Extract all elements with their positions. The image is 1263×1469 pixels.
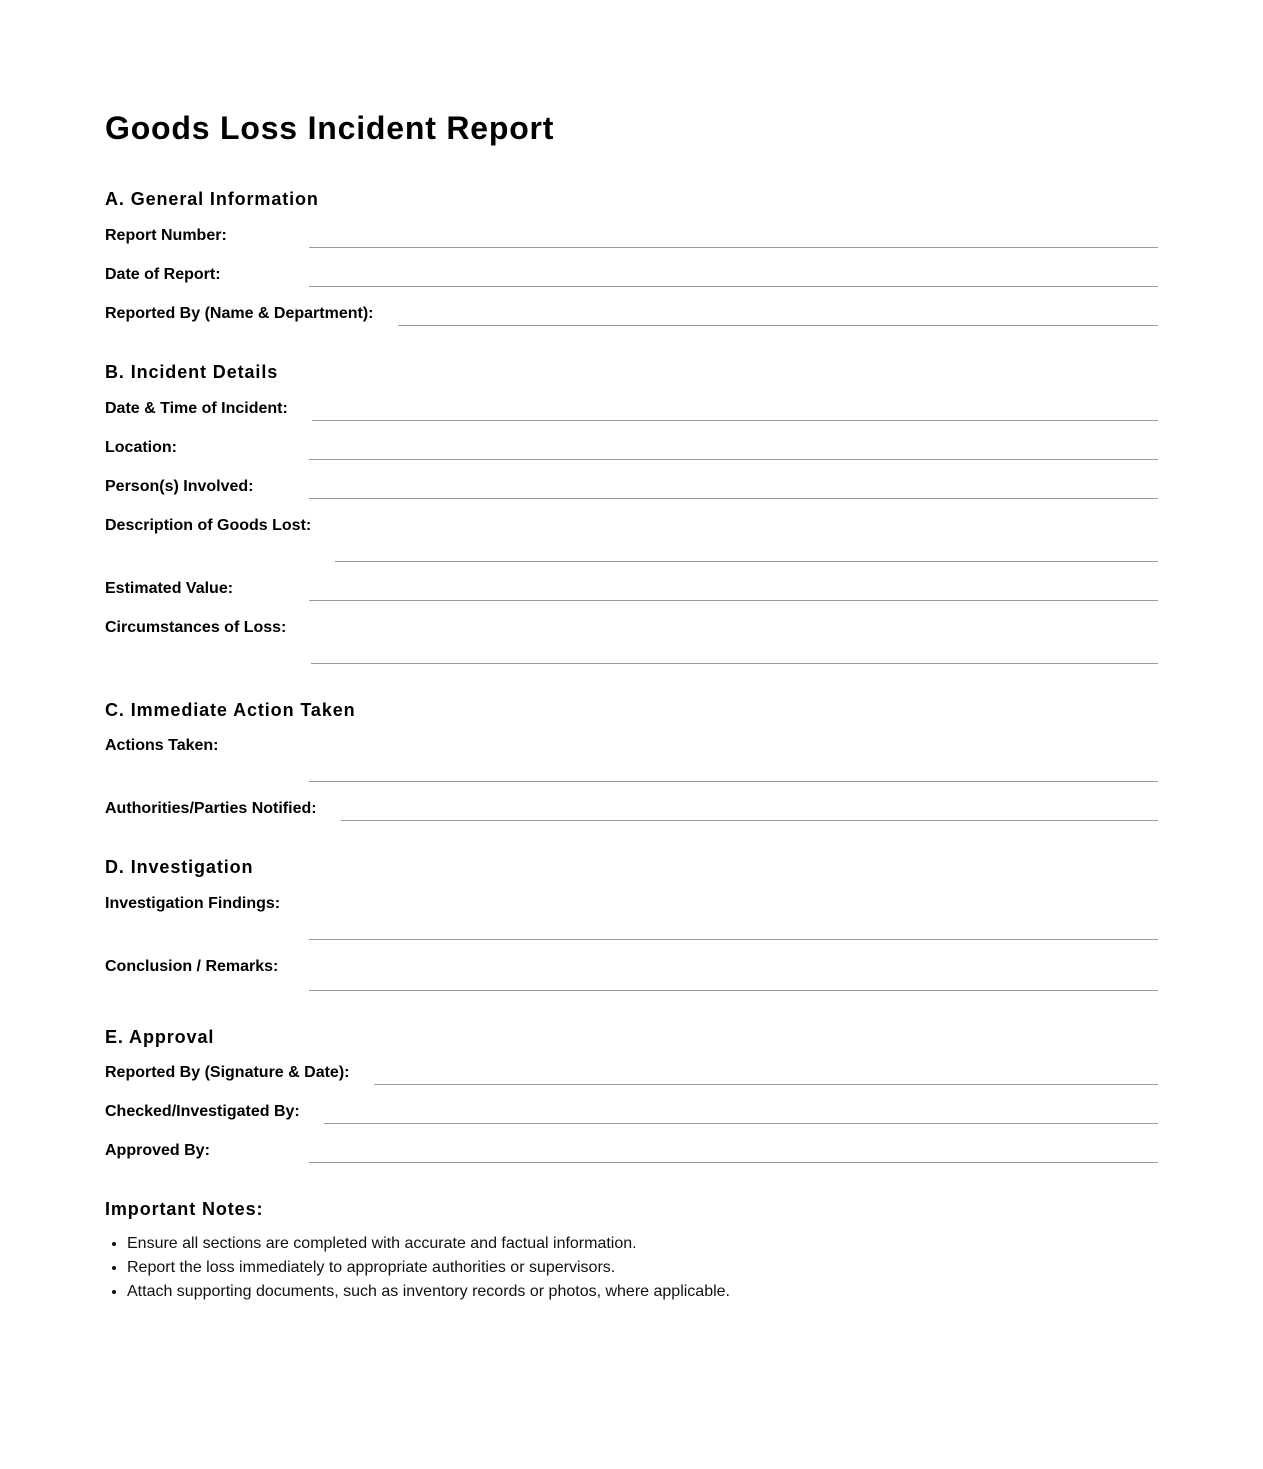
goods-description-field[interactable] (335, 560, 1158, 562)
goods-description-label: Description of Goods Lost: (105, 517, 312, 534)
reported-by-field[interactable] (398, 324, 1158, 326)
findings-label: Investigation Findings: (105, 895, 281, 912)
report-number-row (105, 222, 1158, 248)
conclusion-row (105, 953, 1158, 991)
reported-by-row (105, 300, 1158, 326)
notes-list (105, 1232, 730, 1304)
section-heading-incident: B. Incident Details (105, 362, 279, 382)
note-item: • Attach supporting documents, such as inventory records or photos, where applicable. (127, 1280, 730, 1304)
location-label: Location: (105, 439, 177, 456)
goods-description-row (105, 512, 1158, 562)
section-heading-approval: E. Approval (105, 1027, 215, 1047)
report-number-label: Report Number: (105, 227, 227, 244)
estimated-value-label: Estimated Value: (105, 580, 234, 597)
findings-field[interactable] (309, 938, 1158, 940)
reported-by-signature-field[interactable] (374, 1083, 1158, 1085)
location-row (105, 434, 1158, 460)
actions-taken-row (105, 732, 1158, 782)
date-time-row (105, 395, 1158, 421)
circumstances-field[interactable] (311, 662, 1158, 664)
authorities-notified-row (105, 795, 1158, 821)
actions-taken-label: Actions Taken: (105, 737, 219, 754)
section-heading-investigation: D. Investigation (105, 857, 254, 877)
notes-heading: Important Notes: (105, 1199, 264, 1219)
authorities-notified-label: Authorities/Parties Notified: (105, 800, 317, 817)
conclusion-field[interactable] (309, 989, 1158, 991)
reported-by-signature-label: Reported By (Signature & Date): (105, 1064, 350, 1081)
reported-by-label: Reported By (Name & Department): (105, 305, 374, 322)
location-field[interactable] (309, 458, 1158, 460)
persons-involved-field[interactable] (309, 497, 1158, 499)
actions-taken-field[interactable] (309, 780, 1158, 782)
persons-involved-row (105, 473, 1158, 499)
page-title: Goods Loss Incident Report (105, 110, 555, 146)
date-time-label: Date & Time of Incident: (105, 400, 288, 417)
date-of-report-label: Date of Report: (105, 266, 221, 283)
date-of-report-field[interactable] (309, 285, 1158, 287)
conclusion-label: Conclusion / Remarks: (105, 958, 279, 975)
approved-by-label: Approved By: (105, 1142, 210, 1159)
findings-row (105, 890, 1158, 940)
section-heading-general: A. General Information (105, 189, 319, 209)
approved-by-row (105, 1137, 1158, 1163)
note-item: • Ensure all sections are completed with accurate and factual information. (127, 1232, 730, 1256)
persons-involved-label: Person(s) Involved: (105, 478, 254, 495)
checked-by-label: Checked/Investigated By: (105, 1103, 300, 1120)
checked-by-row (105, 1098, 1158, 1124)
circumstances-label: Circumstances of Loss: (105, 619, 287, 636)
authorities-notified-field[interactable] (341, 819, 1158, 821)
reported-by-signature-row (105, 1059, 1158, 1085)
circumstances-row (105, 614, 1158, 664)
section-heading-action: C. Immediate Action Taken (105, 700, 356, 720)
estimated-value-field[interactable] (309, 599, 1158, 601)
checked-by-field[interactable] (324, 1122, 1158, 1124)
report-number-field[interactable] (309, 246, 1158, 248)
estimated-value-row (105, 575, 1158, 601)
date-of-report-row (105, 261, 1158, 287)
approved-by-field[interactable] (309, 1161, 1158, 1163)
date-time-field[interactable] (312, 419, 1158, 421)
note-item: • Report the loss immediately to appropriate authorities or supervisors. (127, 1256, 730, 1280)
